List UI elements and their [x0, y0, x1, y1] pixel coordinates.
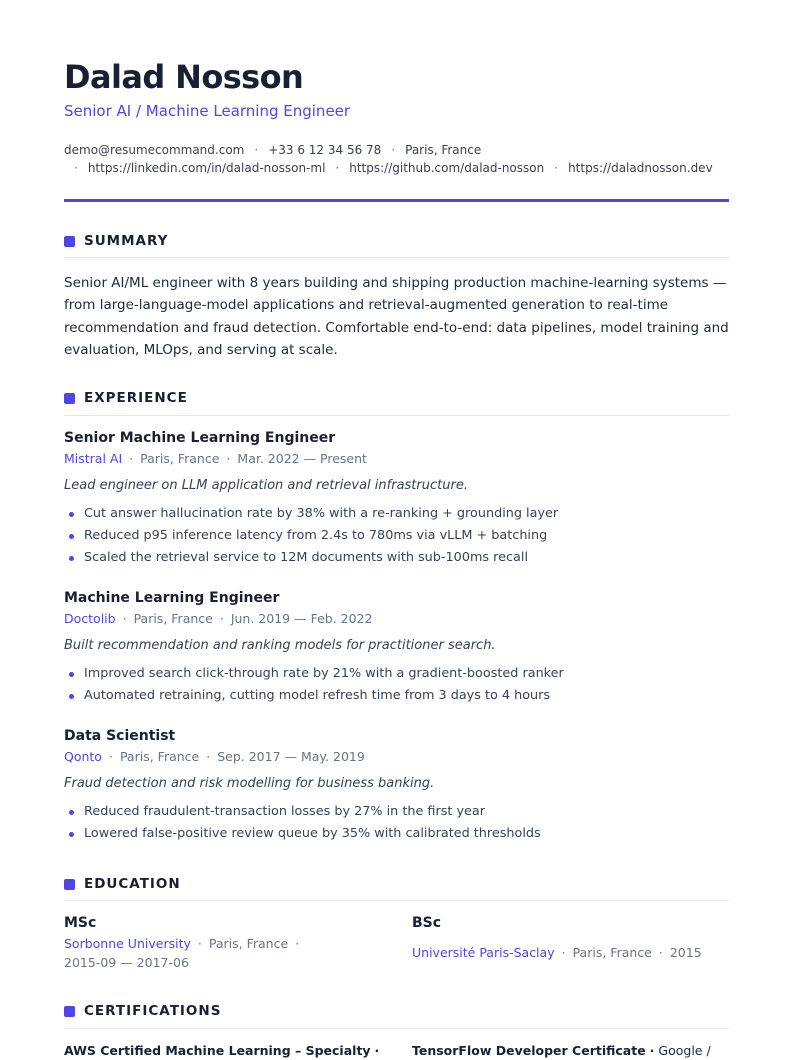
list-item: Improved search click-through rate by 21% with a gradient-boosted ranker — [64, 663, 564, 685]
contact-row-1 — [64, 142, 481, 158]
section-marker-icon — [64, 879, 75, 890]
section-rule — [64, 257, 729, 258]
job-dates: Mar. 2022 — Present — [237, 451, 367, 466]
website-link[interactable]: https://daladnosson.dev — [568, 161, 713, 175]
job-meta: Mistral AI · Paris, France · Mar. 2022 — Present — [64, 451, 367, 466]
education-dates: 2015 — [669, 945, 702, 960]
candidate-role: Senior AI / Machine Learning Engineer — [64, 102, 351, 120]
education-meta: Sorbonne University · Paris, France · — [64, 936, 300, 951]
school-location: Paris, France — [208, 936, 289, 951]
job-dates: Sep. 2017 — May. 2019 — [217, 749, 365, 764]
github-link[interactable]: https://github.com/dalad-nosson — [349, 161, 545, 175]
job-description: Fraud detection and risk modelling for business banking. — [64, 776, 435, 791]
job-location: Paris, France — [133, 611, 213, 626]
list-item: Cut answer hallucination rate by 38% with a re-ranking + grounding layer — [64, 503, 558, 525]
company-name: Qonto — [64, 749, 102, 764]
job-meta: Doctolib · Paris, France · Jun. 2019 — Feb. 2022 — [64, 611, 373, 626]
education-entry — [412, 914, 732, 960]
email-link[interactable]: demo@resumecommand.com — [64, 143, 245, 157]
section-rule — [64, 1028, 729, 1029]
company-name: Mistral AI — [64, 451, 123, 466]
contact-separator: · — [74, 161, 78, 175]
phone-text: +33 6 12 34 56 78 — [268, 143, 382, 157]
job-location: Paris, France — [119, 749, 200, 764]
certification-name: TensorFlow Developer Certificate — [412, 1043, 646, 1058]
section-marker-icon — [64, 1006, 75, 1017]
section-marker-icon — [64, 393, 75, 404]
list-item: Reduced fraudulent-transaction losses by 27% in the first year — [64, 801, 541, 823]
certification-separator: · — [649, 1043, 655, 1058]
section-rule — [64, 415, 729, 416]
education-dates: 2015-09 — 2017-06 — [64, 955, 189, 970]
list-item: Scaled the retrieval service to 12M documents with sub-100ms recall — [64, 547, 558, 569]
degree-title: MSc — [64, 915, 97, 931]
list-item: Lowered false-positive review queue by 35% with calibrated thresholds — [64, 823, 541, 845]
contact-separator: · — [335, 161, 340, 175]
job-dates: Jun. 2019 — Feb. 2022 — [230, 611, 373, 626]
section-heading-summary: SUMMARY — [64, 232, 729, 252]
linkedin-link[interactable]: https://linkedin.com/in/dalad-nosson-ml — [87, 161, 326, 175]
section-marker-icon — [64, 236, 75, 247]
candidate-name: Dalad Nosson — [64, 58, 304, 96]
job-description: Lead engineer on LLM application and retrieval infrastructure. — [64, 478, 468, 493]
contact-separator: · — [554, 161, 559, 175]
school-name: Sorbonne University — [64, 936, 191, 951]
job-location: Paris, France — [140, 451, 220, 466]
certification-issuer: Google / — [658, 1043, 711, 1058]
job-bullets — [64, 663, 564, 707]
summary-text: Senior AI/ML engineer with 8 years building and shipping production machine-learning systems — from large-language-model applications and retrieval-augmented generation to real-time recommendation and fraud detection. Comfortable end-to-end: data pipelines, model training and evaluation, MLOps, and serving at scale. — [64, 275, 729, 358]
contact-separator: · — [391, 143, 396, 157]
section-heading-certifications: CERTIFICATIONS — [64, 1002, 729, 1022]
section-heading-experience: EXPERIENCE — [64, 389, 729, 409]
list-item: Reduced p95 inference latency from 2.4s to 780ms via vLLM + batching — [64, 525, 558, 547]
job-bullets — [64, 503, 558, 569]
header-divider — [64, 199, 729, 202]
certification-entry — [412, 1043, 711, 1059]
job-bullets — [64, 801, 541, 845]
school-location: Paris, France — [572, 945, 652, 960]
certification-entry — [64, 1043, 379, 1059]
education-meta: Université Paris-Saclay · Paris, France · 2015 — [412, 945, 702, 960]
certification-name: AWS Certified Machine Learning – Specialty — [64, 1043, 371, 1058]
degree-title: BSc — [412, 915, 442, 931]
job-title: Machine Learning Engineer — [64, 590, 280, 606]
job-title: Data Scientist — [64, 728, 176, 744]
section-rule — [64, 900, 729, 901]
job-meta: Qonto · Paris, France · Sep. 2017 — May. 2019 — [64, 749, 365, 764]
education-entry — [64, 914, 384, 970]
location-text: Paris, France — [405, 143, 482, 157]
job-title: Senior Machine Learning Engineer — [64, 430, 336, 446]
section-heading-education: EDUCATION — [64, 875, 729, 895]
certification-separator: · — [374, 1043, 380, 1058]
contact-separator: · — [254, 143, 259, 157]
list-item: Automated retraining, cutting model refresh time from 3 days to 4 hours — [64, 685, 564, 707]
school-name: Université Paris-Saclay — [412, 945, 555, 960]
job-description: Built recommendation and ranking models for practitioner search. — [64, 638, 496, 653]
contact-row-2 — [64, 160, 713, 176]
company-name: Doctolib — [64, 611, 116, 626]
